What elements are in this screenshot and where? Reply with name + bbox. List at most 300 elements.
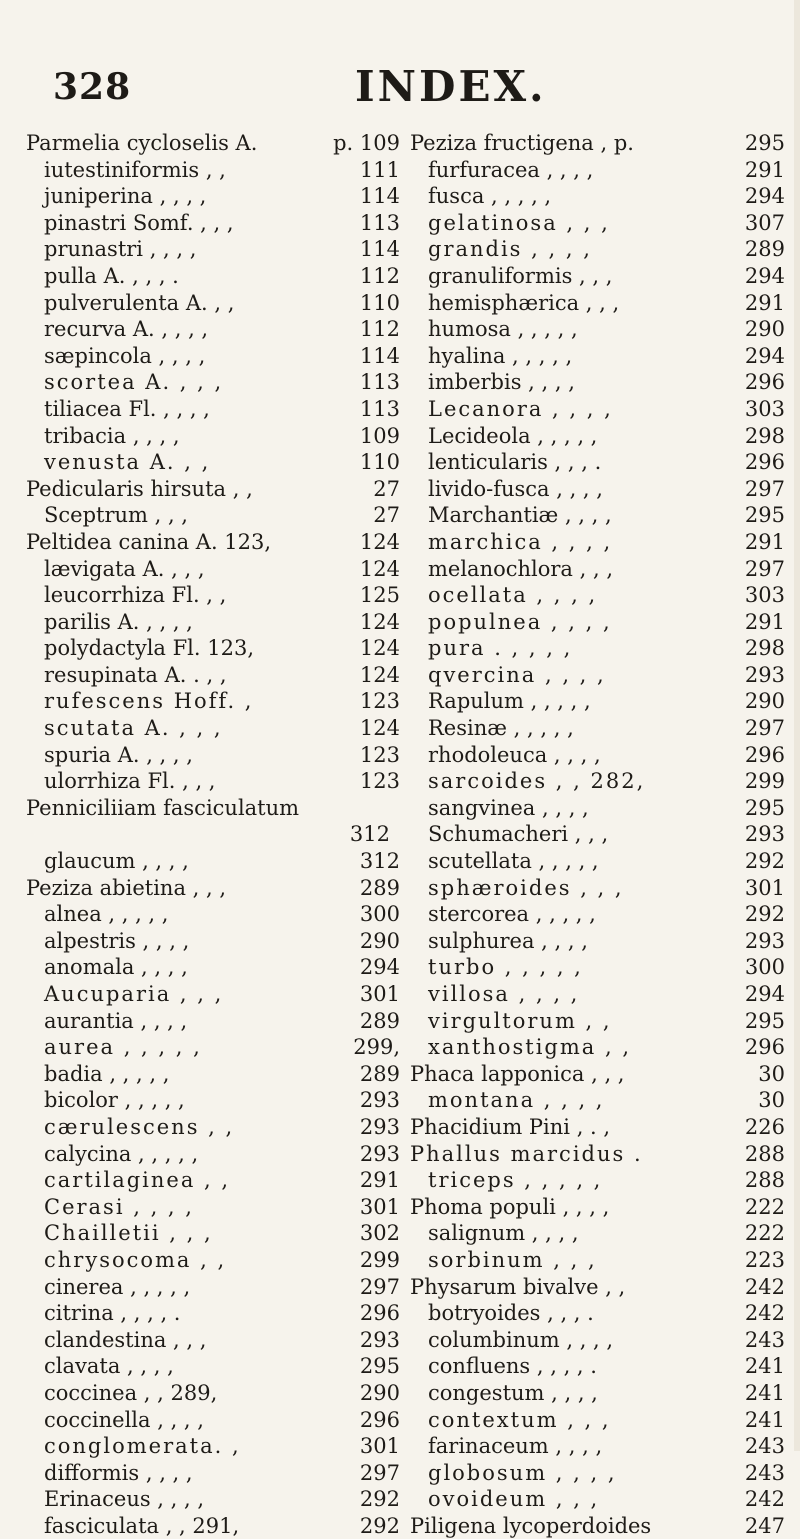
entry-name: Physarum bivalve , , xyxy=(410,1274,626,1299)
index-entry-species xyxy=(410,688,785,715)
entry-page-ref: 293 xyxy=(359,1141,400,1166)
entry-name: virgultorum , , xyxy=(428,1008,612,1033)
entry-name: melanochlora , , , xyxy=(428,556,614,581)
entry-name: anomala , , , , xyxy=(44,955,188,980)
index-entry-genus xyxy=(410,1274,785,1301)
index-entry-species xyxy=(26,981,400,1008)
index-entry-species xyxy=(26,821,400,848)
index-entry-species xyxy=(410,1486,785,1513)
entry-name: clavata , , , , xyxy=(44,1354,174,1379)
entry-name: montana , , , , xyxy=(428,1088,605,1113)
entry-name: aurea , , , , , xyxy=(44,1035,202,1060)
index-column-left xyxy=(26,130,400,1539)
index-entry-species xyxy=(410,821,785,848)
index-entry-species xyxy=(26,1274,400,1301)
index-entry-species xyxy=(26,1034,400,1061)
index-entry-species xyxy=(410,236,785,263)
entry-name: confluens , , , , . xyxy=(428,1354,597,1379)
index-entry-species xyxy=(410,343,785,370)
entry-name: lenticularis , , , . xyxy=(428,450,602,475)
entry-page-ref: 288 xyxy=(744,1141,785,1166)
entry-name: granuliformis , , , xyxy=(428,263,613,288)
entry-page-ref: 293 xyxy=(744,928,785,953)
index-entry-species xyxy=(26,1167,400,1194)
index-entry-species xyxy=(26,954,400,981)
entry-page-ref: 292 xyxy=(744,849,785,874)
entry-name: contextum , , , xyxy=(428,1407,611,1432)
entry-name: Piligena lycoperdoides xyxy=(410,1513,652,1538)
entry-page-ref: 294 xyxy=(744,982,785,1006)
page-number: 328 xyxy=(53,66,132,108)
entry-page-ref: 296 xyxy=(744,450,785,475)
entry-page-ref: 124 xyxy=(359,662,400,687)
entry-page-ref: 293 xyxy=(744,662,785,687)
entry-page-ref: 298 xyxy=(744,636,785,661)
index-entry-species xyxy=(26,316,400,343)
entry-page-ref: 303 xyxy=(744,583,785,608)
entry-name: livido-fusca , , , , xyxy=(428,476,603,501)
entry-name: Lecideola , , , , , xyxy=(428,423,598,448)
index-entry-species xyxy=(26,369,400,396)
entry-page-ref: 312 xyxy=(359,849,400,874)
entry-name: tribacia , , , , xyxy=(44,423,180,448)
index-entry-species xyxy=(26,236,400,263)
entry-name: congestum , , , , xyxy=(428,1380,598,1405)
index-entry-species xyxy=(26,157,400,184)
entry-name: hyalina , , , , , xyxy=(428,343,573,368)
index-entry-genus xyxy=(26,476,400,503)
index-entry-species xyxy=(410,1008,785,1035)
entry-page-ref: 124 xyxy=(359,556,400,581)
entry-page-ref: 297 xyxy=(744,556,785,581)
entry-page-ref: 302 xyxy=(359,1221,400,1246)
entry-page-ref: 123 xyxy=(359,689,400,714)
entry-name: sulphurea , , , , xyxy=(428,928,588,953)
entry-name: cærulescens , , xyxy=(44,1114,235,1139)
index-entry-species xyxy=(410,635,785,662)
index-entry-species xyxy=(26,1407,400,1434)
index-entry-species xyxy=(410,1327,785,1354)
entry-name: Peziza fructigena , p. xyxy=(410,131,634,155)
index-entry-species xyxy=(26,1087,400,1114)
entry-page-ref: 241 xyxy=(744,1380,785,1405)
index-entry-species xyxy=(26,635,400,662)
index-entry-species xyxy=(26,210,400,237)
entry-name: alnea , , , , , xyxy=(44,902,169,927)
index-entry-species xyxy=(26,183,400,210)
entry-page-ref: 293 xyxy=(359,1114,400,1139)
entry-page-ref: 290 xyxy=(744,689,785,714)
entry-name: conglomerata. , xyxy=(44,1434,241,1459)
entry-page-ref: 289 xyxy=(359,1061,400,1086)
entry-page-ref: 301 xyxy=(359,982,400,1006)
entry-page-ref: 293 xyxy=(744,822,785,847)
index-entry-species xyxy=(410,954,785,981)
index-entry-species xyxy=(410,742,785,769)
entry-name: venusta A. , , xyxy=(44,450,211,475)
entry-page-ref: 303 xyxy=(744,396,785,421)
index-entry-genus xyxy=(26,529,400,556)
entry-page-ref: 296 xyxy=(359,1301,400,1326)
entry-page-ref: 292 xyxy=(744,902,785,927)
entry-page-ref: 243 xyxy=(744,1327,785,1352)
index-entry-species xyxy=(26,1327,400,1354)
index-entry-species xyxy=(410,502,785,529)
index-entry-species xyxy=(410,556,785,583)
entry-name: juniperina , , , , xyxy=(44,184,207,209)
index-entry-genus xyxy=(410,1141,785,1168)
entry-name: fusca , , , , , xyxy=(428,184,552,209)
index-entry-species xyxy=(26,848,400,875)
index-entry-species xyxy=(26,688,400,715)
entry-name: ocellata , , , , xyxy=(428,583,598,608)
entry-name: ovoideum , , , xyxy=(428,1487,600,1512)
index-entry-species xyxy=(410,662,785,689)
index-entry-species xyxy=(410,848,785,875)
entry-page-ref: 241 xyxy=(744,1354,785,1379)
entry-name: tiliacea Fl. , , , , xyxy=(44,396,210,421)
entry-name: stercorea , , , , , xyxy=(428,902,596,927)
entry-page-ref: 113 xyxy=(359,370,400,395)
entry-page-ref: 295 xyxy=(744,795,785,820)
index-entry-species xyxy=(26,1141,400,1168)
index-entry-species xyxy=(410,1407,785,1434)
entry-name: bicolor , , , , , xyxy=(44,1088,185,1113)
index-entry-species xyxy=(26,449,400,476)
index-entry-species xyxy=(26,1433,400,1460)
entry-page-ref: 113 xyxy=(359,396,400,421)
entry-page-ref: 242 xyxy=(744,1274,785,1299)
entry-page-ref: 288 xyxy=(744,1168,785,1193)
entry-page-ref: 290 xyxy=(744,317,785,342)
entry-page-ref: 299 xyxy=(744,769,785,794)
entry-page-ref: 296 xyxy=(359,1407,400,1432)
index-entry-species xyxy=(410,1433,785,1460)
entry-name: sæpincola , , , , xyxy=(44,343,206,368)
entry-name: Erinaceus , , , , xyxy=(44,1487,205,1512)
entry-name: hemisphærica , , , xyxy=(428,290,620,315)
entry-name: pura . , , , , xyxy=(428,636,573,661)
entry-page-ref: 222 xyxy=(744,1194,785,1219)
entry-name: xanthostigma , , xyxy=(428,1035,632,1060)
entry-name: parilis A. , , , , xyxy=(44,609,193,634)
entry-page-ref: 113 xyxy=(359,210,400,235)
page-header xyxy=(0,60,800,120)
index-entry-species xyxy=(410,715,785,742)
entry-name: calycina , , , , , xyxy=(44,1141,199,1166)
entry-page-ref: 295 xyxy=(744,131,785,155)
entry-name: rufescens Hoff. , xyxy=(44,689,254,714)
entry-name: scortea A. , , , xyxy=(44,370,224,395)
entry-page-ref: 291 xyxy=(744,157,785,182)
entry-name: furfuracea , , , , xyxy=(428,157,594,182)
entry-page-ref: 295 xyxy=(359,1354,400,1379)
entry-name: sphæroides , , , xyxy=(428,875,624,900)
index-column-right xyxy=(410,130,785,1539)
page-title: INDEX. xyxy=(355,62,547,111)
entry-name: coccinella , , , , xyxy=(44,1407,204,1432)
entry-name: Phallus marcidus . xyxy=(410,1141,643,1166)
entry-name: Phaca lapponica , , , xyxy=(410,1061,625,1086)
entry-page-ref: 110 xyxy=(359,450,400,475)
entry-name: salignum , , , , xyxy=(428,1221,579,1246)
index-entry-species xyxy=(410,795,785,822)
entry-page-ref: 124 xyxy=(359,609,400,634)
entry-page-ref: 300 xyxy=(359,902,400,927)
page-edge xyxy=(794,0,800,1451)
entry-name: Sceptrum , , , xyxy=(44,503,188,528)
entry-name: citrina , , , , . xyxy=(44,1301,181,1326)
entry-name: fasciculata , , 291, xyxy=(44,1513,240,1538)
index-entry-species xyxy=(26,1194,400,1221)
entry-name: qvercina , , , , xyxy=(428,662,606,687)
entry-name: badia , , , , , xyxy=(44,1061,170,1086)
entry-page-ref: 242 xyxy=(744,1487,785,1512)
entry-name: glaucum , , , , xyxy=(44,849,189,874)
index-entry-species xyxy=(410,290,785,317)
index-entry-species xyxy=(410,981,785,1008)
entry-name: pulla A. , , , . xyxy=(44,263,179,288)
index-entry-genus xyxy=(410,1194,785,1221)
index-entry-genus xyxy=(26,130,400,157)
entry-page-ref: 114 xyxy=(359,343,400,368)
entry-name: grandis , , , , xyxy=(428,237,592,262)
entry-name: Penniciliiam fasciculatum xyxy=(26,795,300,820)
index-entry-species xyxy=(410,1300,785,1327)
entry-page-ref: 293 xyxy=(359,1088,400,1113)
entry-name: botryoides , , , . xyxy=(428,1301,594,1326)
entry-page-ref: 301 xyxy=(744,875,785,900)
entry-name: villosa , , , , xyxy=(428,982,580,1006)
index-entry-species xyxy=(410,1247,785,1274)
index-entry-species xyxy=(26,1300,400,1327)
entry-page-ref: 297 xyxy=(744,476,785,501)
index-entry-species xyxy=(410,529,785,556)
entry-page-ref: 293 xyxy=(359,1327,400,1352)
entry-page-ref: 247 xyxy=(744,1513,785,1538)
index-entry-species xyxy=(26,901,400,928)
index-entry-species xyxy=(410,210,785,237)
entry-page-ref: 30 xyxy=(758,1088,785,1113)
entry-name: Aucuparia , , , xyxy=(44,982,224,1006)
entry-page-ref: 291 xyxy=(744,290,785,315)
entry-name: marchica , , , , xyxy=(428,529,613,554)
entry-page-ref: 297 xyxy=(359,1460,400,1485)
entry-page-ref: 114 xyxy=(359,184,400,209)
index-entry-genus xyxy=(410,1513,785,1539)
entry-name: resupinata A. . , , xyxy=(44,662,227,687)
entry-page-ref: 222 xyxy=(744,1221,785,1246)
entry-page-ref: 298 xyxy=(744,423,785,448)
index-entry-genus xyxy=(410,1114,785,1141)
index-entry-species xyxy=(410,396,785,423)
entry-name: populnea , , , , xyxy=(428,609,612,634)
index-entry-species xyxy=(410,901,785,928)
index-entry-species xyxy=(26,343,400,370)
index-entry-species xyxy=(26,715,400,742)
entry-page-ref: 112 xyxy=(359,263,400,288)
entry-page-ref: 223 xyxy=(744,1247,785,1272)
entry-page-ref: 27 xyxy=(373,503,400,528)
index-entry-species xyxy=(26,1114,400,1141)
entry-name: prunastri , , , , xyxy=(44,237,197,262)
index-entry-species xyxy=(26,1061,400,1088)
entry-page-ref: 111 xyxy=(359,157,400,182)
index-entry-genus xyxy=(410,130,785,157)
index-entry-genus xyxy=(26,875,400,902)
index-entry-species xyxy=(410,1380,785,1407)
entry-page-ref: 114 xyxy=(359,237,400,262)
entry-name: sangvinea , , , , xyxy=(428,795,589,820)
index-entry-species xyxy=(26,662,400,689)
entry-page-ref: 301 xyxy=(359,1434,400,1459)
entry-name: cinerea , , , , , xyxy=(44,1274,191,1299)
index-entry-species xyxy=(410,369,785,396)
index-entry-genus xyxy=(26,795,400,822)
entry-page-ref: 294 xyxy=(744,184,785,209)
entry-page-ref: 300 xyxy=(744,955,785,980)
entry-page-ref: 296 xyxy=(744,742,785,767)
entry-page-ref: 290 xyxy=(359,928,400,953)
index-entry-species xyxy=(410,1087,785,1114)
entry-page-ref: 296 xyxy=(744,370,785,395)
entry-page-ref: 289 xyxy=(744,237,785,262)
index-entry-species xyxy=(26,1460,400,1487)
index-entry-species xyxy=(26,396,400,423)
index-entry-species xyxy=(26,263,400,290)
entry-name: aurantia , , , , xyxy=(44,1008,188,1033)
entry-name: lævigata A. , , , xyxy=(44,556,205,581)
entry-page-ref: 290 xyxy=(359,1380,400,1405)
index-entry-species xyxy=(26,1008,400,1035)
entry-page-ref: 291 xyxy=(744,609,785,634)
entry-name: farinaceum , , , , xyxy=(428,1434,603,1459)
index-entry-species xyxy=(26,556,400,583)
entry-name: Cerasi , , , , xyxy=(44,1194,194,1219)
entry-page-ref: 124 xyxy=(359,716,400,741)
entry-name: gelatinosa , , , xyxy=(428,210,610,235)
entry-name: Peltidea canina A. 123, xyxy=(26,529,272,554)
index-entry-species xyxy=(26,609,400,636)
entry-page-ref: 226 xyxy=(744,1114,785,1139)
entry-name: chrysocoma , , xyxy=(44,1247,227,1272)
entry-page-ref: 299, xyxy=(353,1035,400,1060)
entry-page-ref: 243 xyxy=(744,1434,785,1459)
entry-page-ref: 123 xyxy=(359,769,400,794)
entry-name: polydactyla Fl. 123, xyxy=(44,636,254,661)
entry-name: Rapulum , , , , , xyxy=(428,689,591,714)
entry-name: pinastri Somf. , , , xyxy=(44,210,234,235)
entry-name: difformis , , , , xyxy=(44,1460,193,1485)
entry-name: ulorrhiza Fl. , , , xyxy=(44,769,216,794)
index-entry-species xyxy=(26,1486,400,1513)
entry-name: Resinæ , , , , , xyxy=(428,716,574,741)
entry-page-ref: 294 xyxy=(744,343,785,368)
entry-page-ref: 297 xyxy=(359,1274,400,1299)
index-entry-species xyxy=(410,582,785,609)
index-entry-species xyxy=(410,928,785,955)
entry-name: Pedicularis hirsuta , , xyxy=(26,476,253,501)
entry-page-ref: 296 xyxy=(744,1035,785,1060)
index-entry-species xyxy=(410,263,785,290)
entry-name: turbo , , , , , xyxy=(428,955,583,980)
entry-name: triceps , , , , , xyxy=(428,1168,603,1193)
entry-name: cartilaginea , , xyxy=(44,1168,231,1193)
entry-page-ref: 292 xyxy=(359,1513,400,1538)
entry-name: recurva A. , , , , xyxy=(44,317,209,342)
index-entry-species xyxy=(410,1034,785,1061)
entry-name: iutestiniformis , , xyxy=(44,157,226,182)
entry-page-ref: 241 xyxy=(744,1407,785,1432)
index-entry-species xyxy=(410,157,785,184)
entry-name: clandestina , , , xyxy=(44,1327,207,1352)
entry-name: globosum , , , , xyxy=(428,1460,617,1485)
index-entry-species xyxy=(410,449,785,476)
entry-page-ref: 30 xyxy=(758,1061,785,1086)
index-entry-species xyxy=(26,423,400,450)
index-entry-species xyxy=(26,1380,400,1407)
entry-page-ref: 289 xyxy=(359,1008,400,1033)
entry-page-ref: 295 xyxy=(744,503,785,528)
entry-page-ref: 27 xyxy=(373,476,400,501)
index-entry-species xyxy=(410,609,785,636)
entry-page-ref: 312 xyxy=(349,822,390,847)
entry-page-ref: 112 xyxy=(359,317,400,342)
entry-page-ref: 242 xyxy=(744,1301,785,1326)
entry-page-ref: 291 xyxy=(359,1168,400,1193)
entry-name: coccinea , , 289, xyxy=(44,1380,218,1405)
entry-name: Peziza abietina , , , xyxy=(26,875,227,900)
entry-page-ref: 301 xyxy=(359,1194,400,1219)
index-entry-species xyxy=(410,1167,785,1194)
index-entry-species xyxy=(26,928,400,955)
index-entry-species xyxy=(26,1247,400,1274)
index-entry-species xyxy=(26,1353,400,1380)
entry-page-ref: 289 xyxy=(359,875,400,900)
entry-name: sorbinum , , , xyxy=(428,1247,597,1272)
entry-name: Chailletii , , , xyxy=(44,1221,213,1246)
index-entry-species xyxy=(410,768,785,795)
index-entry-species xyxy=(26,768,400,795)
index-entry-species xyxy=(26,1513,400,1539)
index-entry-genus xyxy=(410,1061,785,1088)
entry-name: Marchantiæ , , , , xyxy=(428,503,612,528)
entry-page-ref: 307 xyxy=(744,210,785,235)
entry-name: columbinum , , , , xyxy=(428,1327,614,1352)
entry-page-ref: 125 xyxy=(359,583,400,608)
entry-page-ref: 295 xyxy=(744,1008,785,1033)
entry-name: spuria A. , , , , xyxy=(44,742,193,767)
index-entry-species xyxy=(26,502,400,529)
entry-page-ref: 110 xyxy=(359,290,400,315)
entry-name: Lecanora , , , , xyxy=(428,396,613,421)
index-entry-species xyxy=(26,290,400,317)
index-entry-species xyxy=(410,316,785,343)
entry-name: scutata A. , , , xyxy=(44,716,223,741)
entry-name: pulverulenta A. , , xyxy=(44,290,235,315)
entry-name: Schumacheri , , , xyxy=(428,822,609,847)
entry-page-ref: 109 xyxy=(359,423,400,448)
entry-name: Parmelia cycloselis A. xyxy=(26,131,258,155)
entry-page-ref: 294 xyxy=(744,263,785,288)
entry-page-ref: p. 109 xyxy=(333,131,400,155)
entry-name: rhodoleuca , , , , xyxy=(428,742,601,767)
entry-name: Phacidium Pini , . , xyxy=(410,1114,611,1139)
entry-name: imberbis , , , , xyxy=(428,370,575,395)
entry-name: alpestris , , , , xyxy=(44,928,190,953)
entry-name: humosa , , , , , xyxy=(428,317,578,342)
entry-name: Phoma populi , , , , xyxy=(410,1194,610,1219)
